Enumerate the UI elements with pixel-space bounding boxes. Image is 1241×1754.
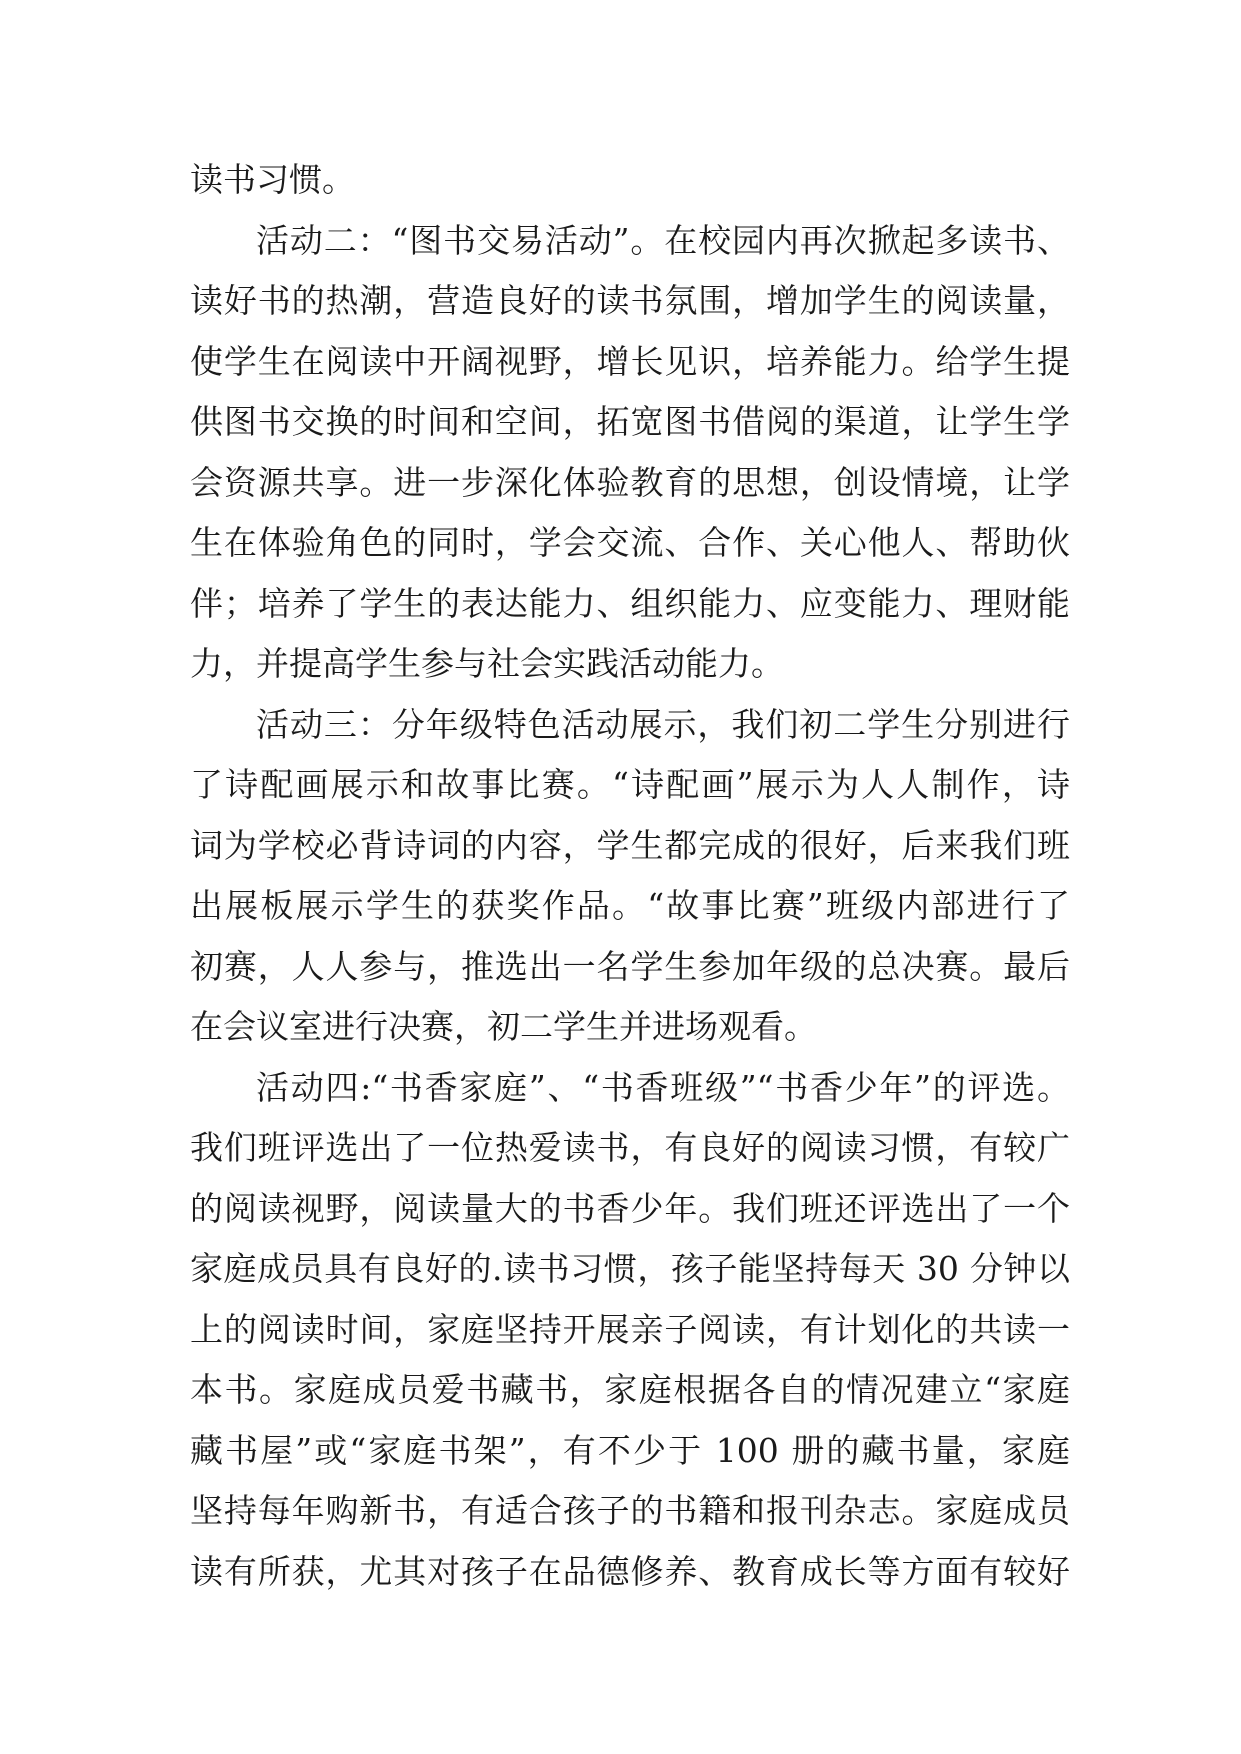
text-line: 会资源共享。进一步深化体验教育的思想，创设情境，让学 [190,462,1070,502]
text-line: 供图书交换的时间和空间，拓宽图书借阅的渠道，让学生学 [190,402,1070,441]
text-line: 了诗配画展示和故事比赛。“诗配画”展示为人人制作，诗 [190,765,1070,804]
text-line: 我们班评选出了一位热爱读书，有良好的阅读习惯，有较广 [190,1128,1070,1167]
paragraph-first-line: 活动二：“图书交易活动”。在校园内再次掀起多读书、 [256,220,1070,260]
text-line: 藏书屋”或“家庭书架”，有不少于 100 册的藏书量，家庭 [190,1430,1070,1470]
text-line: 读有所获，尤其对孩子在品德修养、教育成长等方面有较好 [190,1551,1070,1591]
text-line: 初赛，人人参与，推选出一名学生参加年级的总决赛。最后 [190,946,1070,986]
text-line: 家庭成员具有良好的.读书习惯，孩子能坚持每天 30 分钟以 [190,1249,1070,1288]
text-line: 本书。家庭成员爱书藏书，家庭根据各自的情况建立“家庭 [190,1370,1070,1409]
paragraph-first-line: 活动三：分年级特色活动展示，我们初二学生分别进行 [256,704,1070,744]
text-line: 上的阅读时间，家庭坚持开展亲子阅读，有计划化的共读一 [190,1309,1070,1349]
text-line: 出展板展示学生的获奖作品。“故事比赛”班级内部进行了 [190,886,1070,925]
text-line: 在会议室进行决赛，初二学生并进场观看。 [190,1007,817,1046]
text-line: 使学生在阅读中开阔视野，增长见识，培养能力。给学生提 [190,341,1070,381]
text-line: 生在体验角色的同时，学会交流、合作、关心他人、帮助伙 [190,523,1070,562]
text-line: 伴；培养了学生的表达能力、组织能力、应变能力、理财能 [190,583,1070,623]
text-line: 力，并提高学生参与社会实践活动能力。 [190,644,784,683]
body-text [190,150,1070,1602]
text-line: 读好书的热潮，营造良好的读书氛围，增加学生的阅读量， [190,281,1070,320]
text-line: 坚持每年购新书，有适合孩子的书籍和报刊杂志。家庭成员 [190,1491,1070,1530]
text-line: 词为学校必背诗词的内容，学生都完成的很好，后来我们班 [190,825,1070,865]
paragraph-first-line: 活动四:“书香家庭”、“书香班级”“书香少年”的评选。 [256,1067,1070,1107]
text-line: 的阅读视野，阅读量大的书香少年。我们班还评选出了一个 [190,1188,1070,1228]
text-line: 读书习惯。 [190,160,355,199]
